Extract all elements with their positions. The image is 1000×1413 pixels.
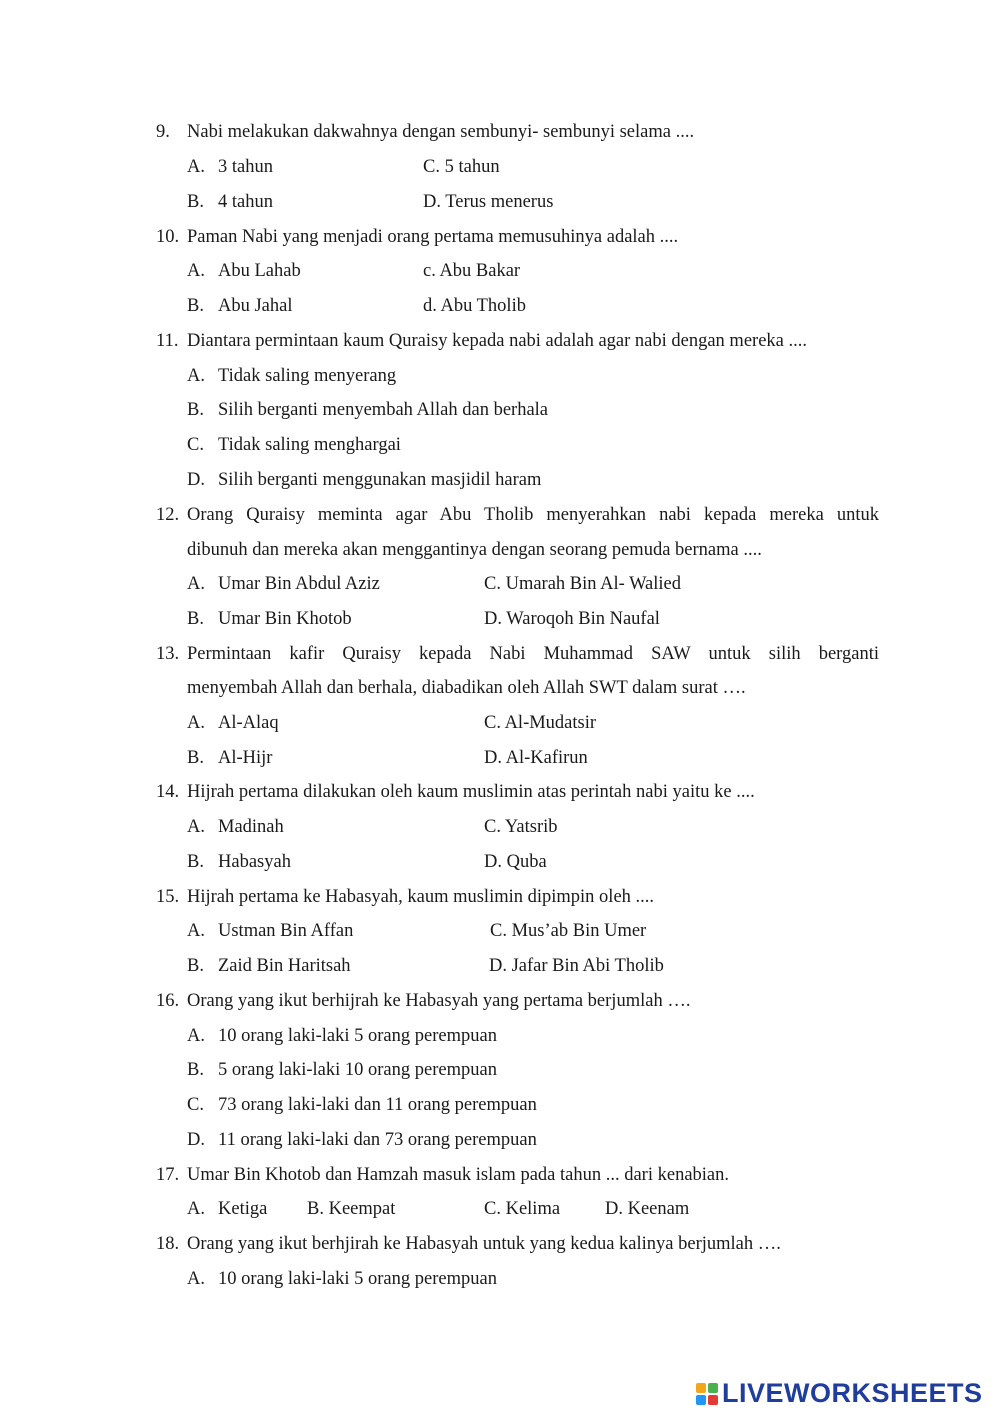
option-b[interactable]: Al-Hijr [218, 748, 273, 768]
option-letter: C. [187, 435, 204, 455]
question-number: 9. [156, 122, 170, 142]
option-a[interactable]: Umar Bin Abdul Aziz [218, 574, 380, 594]
question-number: 12. [156, 505, 180, 525]
option-a[interactable]: Abu Lahab [218, 261, 301, 281]
option-letter: A. [187, 157, 205, 177]
option-letter: A. [187, 261, 205, 281]
option-c[interactable]: c. Abu Bakar [423, 261, 521, 281]
option-letter: A. [187, 1026, 205, 1046]
question-text: Umar Bin Khotob dan Hamzah masuk islam pada tahun ... dari kenabian. [187, 1165, 730, 1185]
option-letter: A. [187, 713, 205, 733]
option-letter: B. [187, 1060, 204, 1080]
question-number: 18. [156, 1234, 180, 1254]
option-d[interactable]: D. Al-Kafirun [484, 748, 588, 768]
option-letter: B. [187, 296, 204, 316]
option-d[interactable]: d. Abu Tholib [423, 296, 526, 316]
question-text: Orang yang ikut berhijrah ke Habasyah yang pertama berjumlah …. [187, 991, 691, 1011]
option-a[interactable]: Tidak saling menyerang [218, 366, 397, 386]
option-a[interactable]: Al-Alaq [218, 713, 279, 733]
question-text: Paman Nabi yang menjadi orang pertama memusuhinya adalah .... [187, 227, 679, 247]
option-letter: A. [187, 574, 205, 594]
option-c[interactable]: C. Mus’ab Bin Umer [490, 921, 647, 941]
option-a[interactable]: 3 tahun [218, 157, 273, 177]
option-letter: D. [187, 1130, 205, 1150]
option-letter: A. [187, 366, 205, 386]
question-number: 13. [156, 644, 180, 664]
question-text: Diantara permintaan kaum Quraisy kepada nabi adalah agar nabi dengan mereka .... [187, 331, 807, 351]
option-letter: A. [187, 817, 205, 837]
option-c[interactable]: C. Al-Mudatsir [484, 713, 597, 733]
option-letter: C. [187, 1095, 204, 1115]
option-letter: A. [187, 921, 205, 941]
option-c[interactable]: Tidak saling menghargai [218, 435, 401, 455]
option-letter: A. [187, 1199, 205, 1219]
question-number: 16. [156, 991, 180, 1011]
option-c[interactable]: 73 orang laki-laki dan 11 orang perempuan [218, 1095, 537, 1115]
option-d[interactable]: D. Terus menerus [423, 192, 554, 212]
option-d[interactable]: D. Waroqoh Bin Naufal [484, 609, 660, 629]
option-letter: A. [187, 1269, 205, 1289]
question-number: 17. [156, 1165, 180, 1185]
option-letter: B. [187, 748, 204, 768]
logo-text: LIVEWORKSHEETS [722, 1378, 983, 1408]
logo-mark-icon [696, 1383, 718, 1405]
question-text: Hijrah pertama ke Habasyah, kaum muslimin dipimpin oleh .... [187, 887, 655, 907]
option-d[interactable]: D. Jafar Bin Abi Tholib [489, 956, 664, 976]
option-letter: B. [187, 956, 204, 976]
question-text-line-2: dibunuh dan mereka akan menggantinya dengan seorang pemuda bernama .... [187, 540, 762, 560]
option-a[interactable]: Ustman Bin Affan [218, 921, 354, 941]
question-number: 10. [156, 227, 180, 247]
question-number: 15. [156, 887, 180, 907]
option-letter: B. [187, 609, 204, 629]
option-c[interactable]: C. Yatsrib [484, 817, 558, 837]
option-c[interactable]: C. 5 tahun [423, 157, 500, 177]
question-number: 11. [156, 331, 179, 351]
option-b[interactable]: Habasyah [218, 852, 291, 872]
question-text: Hijrah pertama dilakukan oleh kaum muslimin atas perintah nabi yaitu ke .... [187, 782, 755, 802]
option-b[interactable]: 4 tahun [218, 192, 273, 212]
option-a[interactable]: Ketiga [218, 1199, 268, 1219]
question-text-line-1: Permintaan kafir Quraisy kepada Nabi Muhammad SAW untuk silih berganti [187, 644, 879, 664]
option-b[interactable]: Zaid Bin Haritsah [218, 956, 351, 976]
option-b[interactable]: B. Keempat [307, 1199, 396, 1219]
option-d[interactable]: D. Keenam [605, 1199, 690, 1219]
option-letter: B. [187, 192, 204, 212]
option-a[interactable]: 10 orang laki-laki 5 orang perempuan [218, 1026, 497, 1046]
option-letter: B. [187, 852, 204, 872]
option-b[interactable]: Abu Jahal [218, 296, 293, 316]
question-number: 14. [156, 782, 180, 802]
option-a[interactable]: Madinah [218, 817, 284, 837]
question-text: Orang yang ikut berhjirah ke Habasyah untuk yang kedua kalinya berjumlah …. [187, 1234, 781, 1254]
option-d[interactable]: 11 orang laki-laki dan 73 orang perempuan [218, 1130, 537, 1150]
liveworksheets-logo[interactable] [696, 1378, 983, 1409]
option-b[interactable]: Silih berganti menyembah Allah dan berhala [218, 400, 549, 420]
option-letter: B. [187, 400, 204, 420]
option-letter: D. [187, 470, 205, 490]
option-c[interactable]: C. Kelima [484, 1199, 561, 1219]
option-d[interactable]: D. Quba [484, 852, 547, 872]
option-d[interactable]: Silih berganti menggunakan masjidil haram [218, 470, 542, 490]
option-c[interactable]: C. Umarah Bin Al- Walied [484, 574, 682, 594]
question-text: Nabi melakukan dakwahnya dengan sembunyi- sembunyi selama .... [187, 122, 695, 142]
option-a[interactable]: 10 orang laki-laki 5 orang perempuan [218, 1269, 497, 1289]
option-b[interactable]: Umar Bin Khotob [218, 609, 352, 629]
question-text-line-1: Orang Quraisy meminta agar Abu Tholib menyerahkan nabi kepada mereka untuk [187, 505, 879, 525]
question-text-line-2: menyembah Allah dan berhala, diabadikan oleh Allah SWT dalam surat …. [187, 678, 746, 698]
option-b[interactable]: 5 orang laki-laki 10 orang perempuan [218, 1060, 497, 1080]
